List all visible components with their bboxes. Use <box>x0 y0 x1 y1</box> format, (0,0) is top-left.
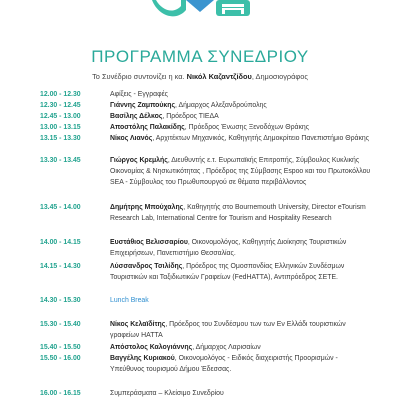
schedule-desc <box>110 262 372 284</box>
speaker-name: Δημήτρης Μπούχαλης <box>110 204 184 211</box>
schedule-time: 15.40 - 15.50 <box>40 344 81 351</box>
speaker-role: , Οικονομολόγος, Καθηγητής Διοίκησης Τουριστικών Επιχειρήσεων, Πανεπιστήμιο Θεσσαλίας. <box>110 239 347 257</box>
schedule-desc <box>110 354 372 376</box>
schedule-time: 12.30 - 12.45 <box>40 102 81 109</box>
schedule-desc <box>110 320 372 342</box>
schedule-text: Συμπεράσματα – Κλείσιμο Συνεδρίου <box>110 390 224 397</box>
schedule-time: 12.45 - 13.00 <box>40 113 81 120</box>
speaker-name: Ευστάθιος Βελισσαρίου <box>110 239 188 246</box>
schedule-time: 13.00 - 13.15 <box>40 124 81 131</box>
speaker-name: Νίκος Κελαϊδίτης <box>110 321 166 328</box>
speaker-role: , Πρόεδρος ΤΙΕΔΑ <box>162 113 219 120</box>
speaker-role: , Πρόεδρος της Ομοσπονδίας Ελληνικών Συνδέσμων Τουριστικών και Ταξιδιωτικών Γραφείων (FedHATTA), Αντιπρόεδρος ΣΕΤΕ. <box>110 263 345 281</box>
lunch-break-label: Lunch Break <box>110 297 149 304</box>
speaker-role: , Πρόεδρος του Συνδέσμου των των Εν Ελλάδι τουριστικών γραφείων HATTA <box>110 321 346 339</box>
schedule-desc <box>110 134 372 145</box>
schedule-time: 14.00 - 14.15 <box>40 239 81 246</box>
speaker-role: , Δήμαρχος Λαρισαίων <box>192 344 261 351</box>
speaker-role: , Διευθυντής ε.τ. Ευρωπαϊκής Επιτροπής, Σύμβουλος Κυκλικής Οικονομίας & Νησιωτικότητας , Πρόεδρος της Σύμβασης Espoo και του Πρωτοκόλλου SEA - Σύμβουλος του Πρωθυπουργού σε θέματα περιβάλλοντος <box>110 157 371 186</box>
schedule-desc <box>110 123 372 134</box>
speaker-name: Βασίλης Δέλκος <box>110 113 163 120</box>
schedule-desc <box>110 101 372 112</box>
schedule-time: 14.30 - 15.30 <box>40 297 81 304</box>
speaker-name: Βαγγέλης Κυριακού <box>110 355 175 362</box>
speaker-role: , Δήμαρχος Αλεξανδρούπολης <box>175 102 267 109</box>
conference-logo <box>0 0 400 46</box>
speaker-name: Γιάννης Ζαμπούκης <box>110 102 176 109</box>
schedule-time: 12.00 - 12.30 <box>40 91 81 98</box>
schedule-time: 13.45 - 14.00 <box>40 204 81 211</box>
schedule-desc <box>110 112 372 123</box>
schedule-time: 16.00 - 16.15 <box>40 390 81 397</box>
schedule-desc <box>110 343 372 354</box>
speaker-name: Γιώργος Κρεμλής <box>110 157 168 164</box>
schedule-time: 14.15 - 14.30 <box>40 263 81 270</box>
schedule-time: 13.15 - 13.30 <box>40 135 81 142</box>
schedule-time: 15.30 - 15.40 <box>40 321 81 328</box>
page-title: ΠΡΟΓΡΑΜΜΑ ΣΥΝΕΔΡΙΟΥ <box>91 47 309 66</box>
speaker-role: , Καθηγητής στο Bournemouth University, Director eTourism Research Lab, International Centre for Tourism and Hospitality Research <box>110 204 366 222</box>
moderator-line <box>0 72 400 81</box>
speaker-name: Νίκος Λιανός <box>110 135 153 142</box>
schedule-desc <box>110 156 372 188</box>
schedule-desc <box>110 203 372 225</box>
speaker-name: Λύσσανδρος Τσιλίδης <box>110 263 183 270</box>
speaker-role: , Οικονομολόγος - Ειδικός διαχειριστής Προορισμών - Υπεύθυνος τουρισμού Δήμου Έδεσσας. <box>110 355 338 373</box>
moderator-prefix: Το Συνέδριο συντονίζει η κα. <box>92 72 185 81</box>
schedule-time: 15.50 - 16.00 <box>40 355 81 362</box>
speaker-role: , Πρόεδρος Ένωσης Ξενοδόχων Θράκης <box>184 124 310 131</box>
speaker-name: Αποστόλης Παλακίδης <box>110 124 185 131</box>
schedule-desc <box>110 238 372 260</box>
speaker-name: Απόστολος Καλογιάννης <box>110 344 193 351</box>
speaker-role: , Αρχιτέκτων Μηχανικός, Καθηγητής Δημοκρίτειο Πανεπιστήμιο Θράκης <box>152 135 370 142</box>
schedule-time: 13.30 - 13.45 <box>40 157 81 164</box>
moderator-name: Νικόλ Καζαντζίδου <box>186 72 252 81</box>
conference-logo-icon <box>0 0 400 46</box>
moderator-role: , Δημοσιογράφος <box>251 72 308 81</box>
schedule-text: Αφίξεις - Εγγραφές <box>110 91 168 98</box>
